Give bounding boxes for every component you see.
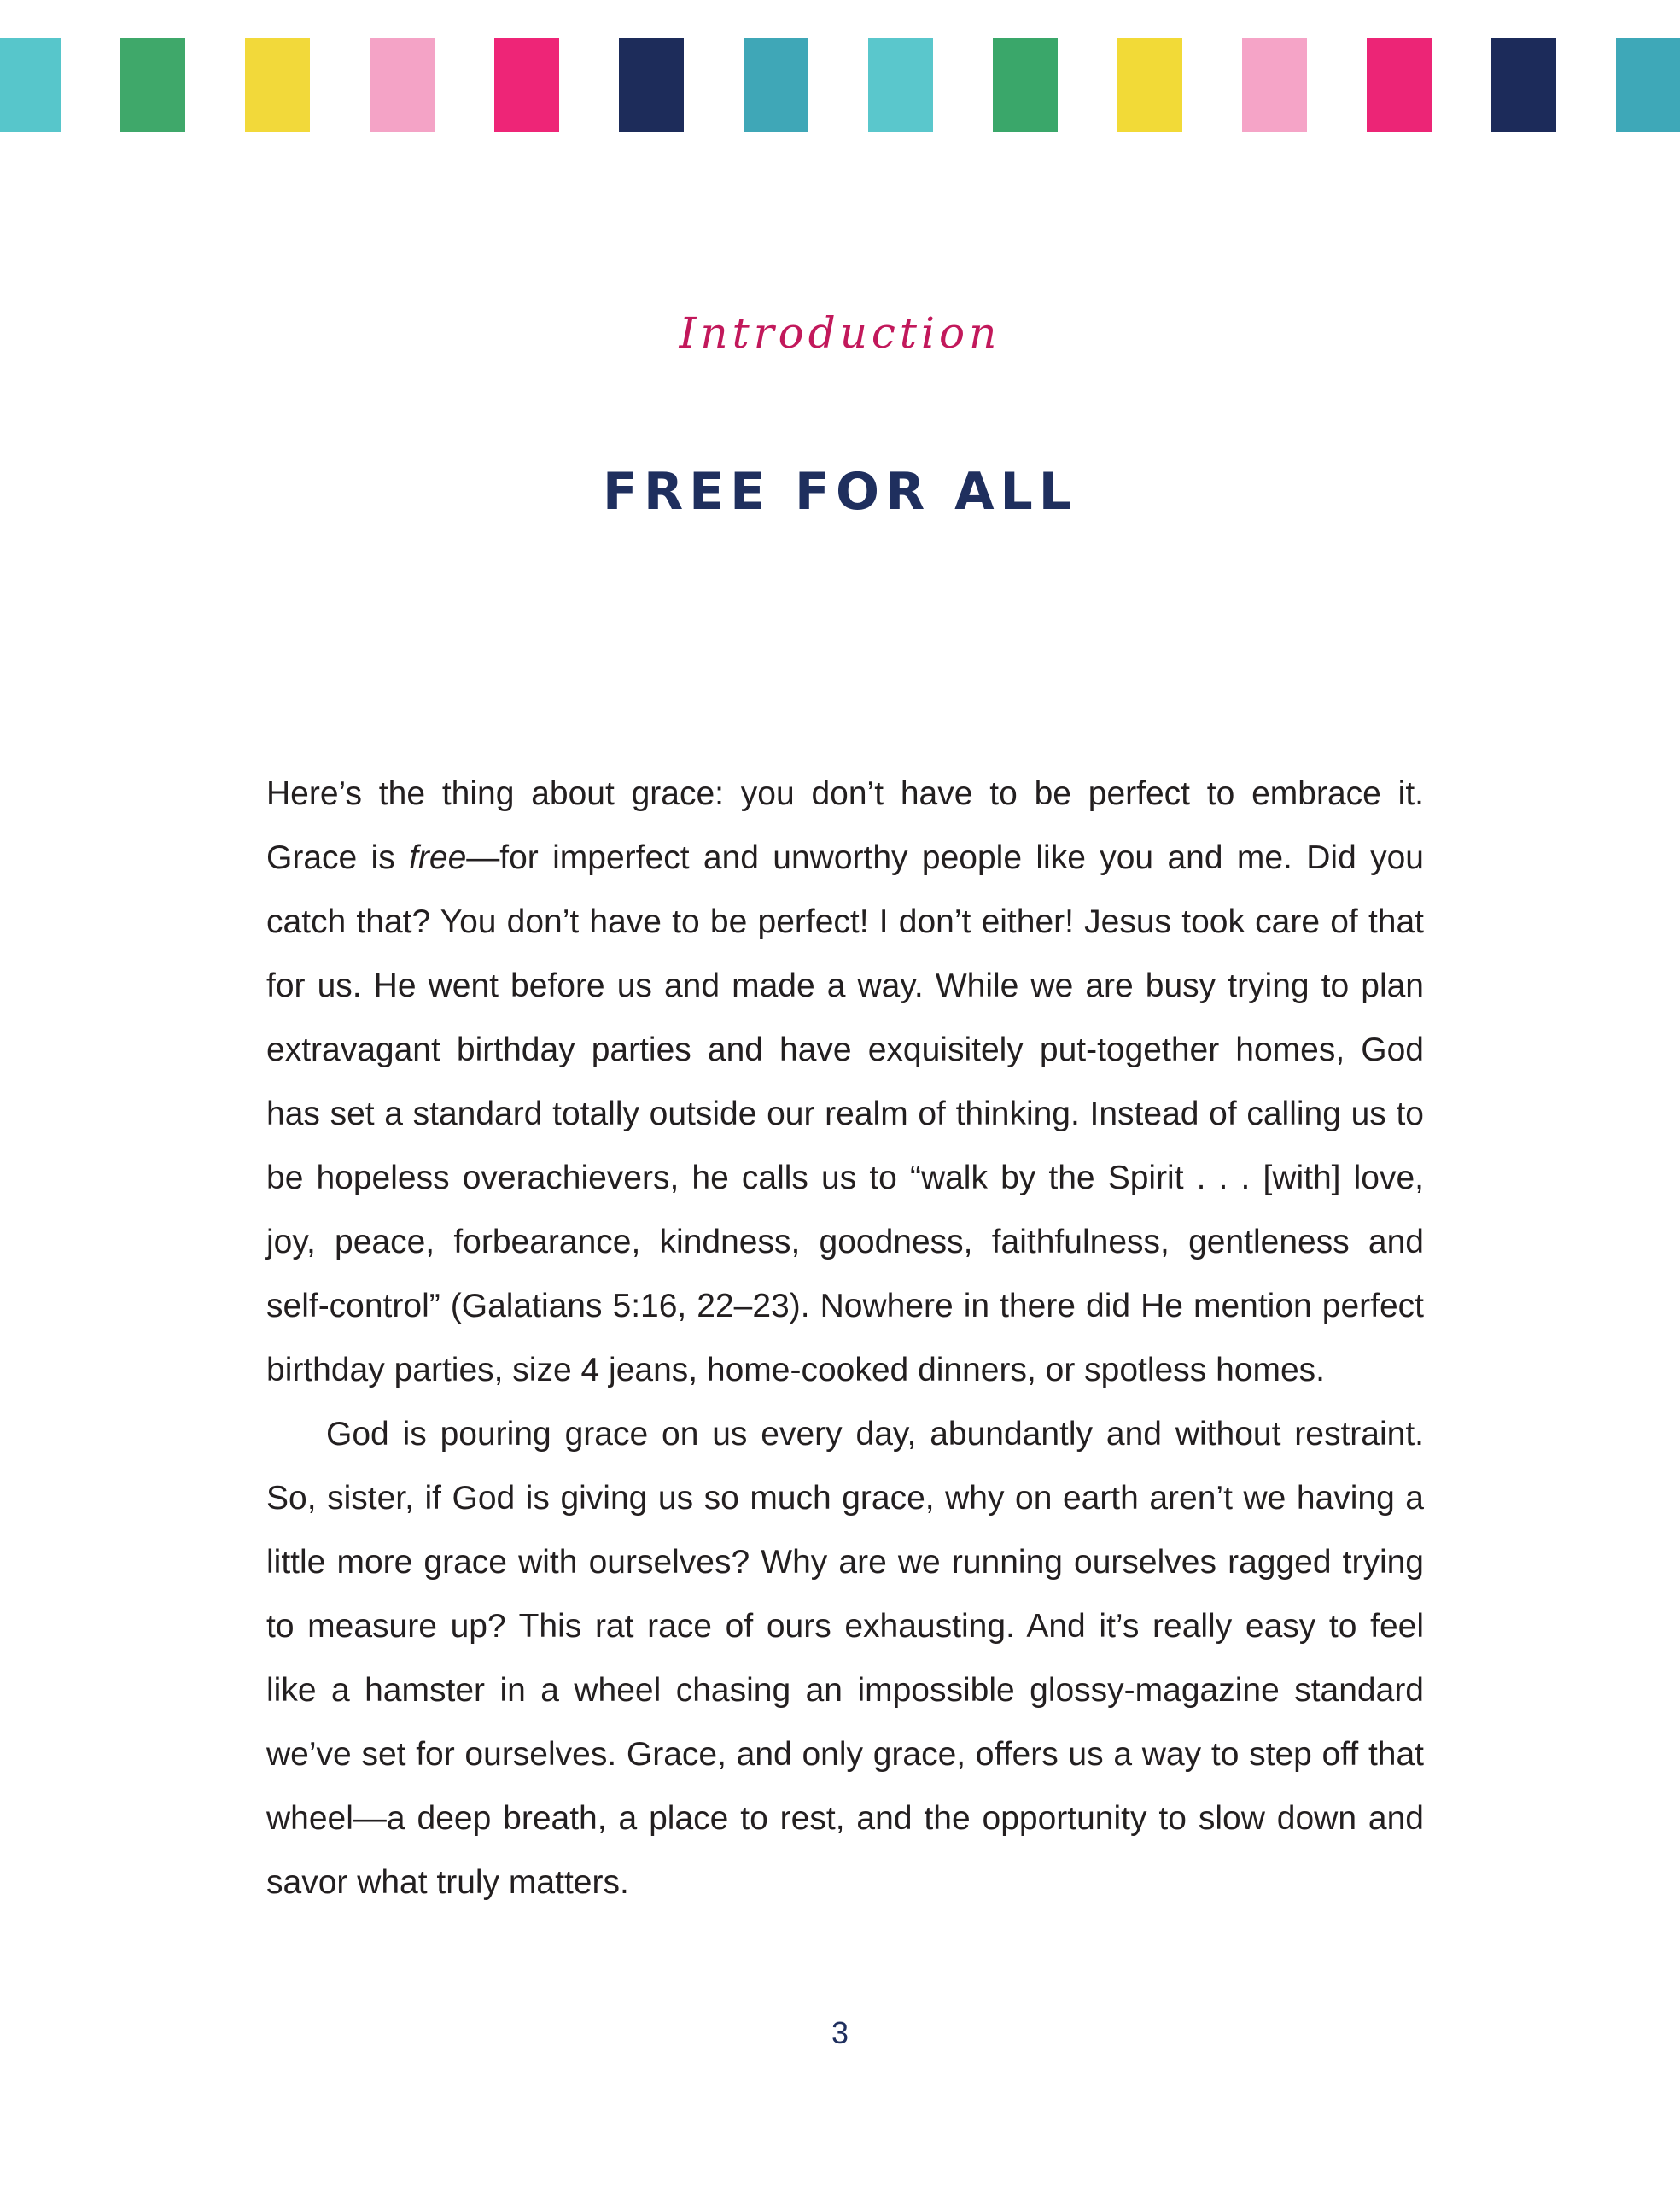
- decorative-square: [1117, 38, 1182, 132]
- decorative-square: [1367, 38, 1432, 132]
- decorative-square: [0, 38, 61, 132]
- chapter-title: FREE FOR ALL: [602, 462, 1078, 522]
- emphasis-free: free: [409, 839, 467, 876]
- paragraph-1: [266, 762, 1424, 1402]
- decorative-square: [1491, 38, 1556, 132]
- decorative-square: [993, 38, 1058, 132]
- decorative-square-border: [0, 0, 1680, 132]
- decorative-square: [245, 38, 310, 132]
- decorative-square: [1242, 38, 1307, 132]
- decorative-square: [868, 38, 933, 132]
- decorative-square: [744, 38, 808, 132]
- body-text: [266, 762, 1424, 1914]
- decorative-square: [619, 38, 684, 132]
- page-number: 3: [831, 2015, 849, 2050]
- decorative-square: [370, 38, 435, 132]
- chapter-label: Introduction: [679, 308, 1001, 358]
- paragraph-2: God is pouring grace on us every day, abundantly and without restraint. So, sister, if God is giving us so much grace, why on earth aren’t we having a little more grace with ourselves? Why are we running ourselves ragged trying to measure up? This rat race of ours exhausting. And it’s really easy to feel like a hamster in a wheel chasing an impossible glossy-magazine standard we’ve set for ourselves. Grace, and only grace, offers us a way to step off that wheel—a deep breath, a place to rest, and the opportunity to slow down and savor what truly matters.: [266, 1416, 1424, 1901]
- paragraph-1-text-end: —for imperfect and unworthy people like you and me. Did you catch that? You don’t have to be perfect! I don’t either! Jesus took care of that for us. He went before us and made a way. While we are busy trying to plan extravagant birthday parties and have exquisitely put-together homes, God has set a standard totally outside our realm of thinking. Instead of calling us to be hopeless overachievers, he calls us to “walk by the Spirit . . . [with] love, joy, peace, forbearance, kindness, goodness, faithfulness, gentleness and self-control” (Galatians 5:16, 22–23). Nowhere in there did He mention perfect birthday parties, size 4 jeans, home-cooked dinners, or spotless homes.: [266, 839, 1424, 1388]
- decorative-square: [1616, 38, 1680, 132]
- decorative-square: [120, 38, 185, 132]
- paragraph-1-text-start: Here’s the thing about grace: you don’t have to be perfect to embrace it. Grace is: [266, 775, 1424, 876]
- decorative-square: [494, 38, 559, 132]
